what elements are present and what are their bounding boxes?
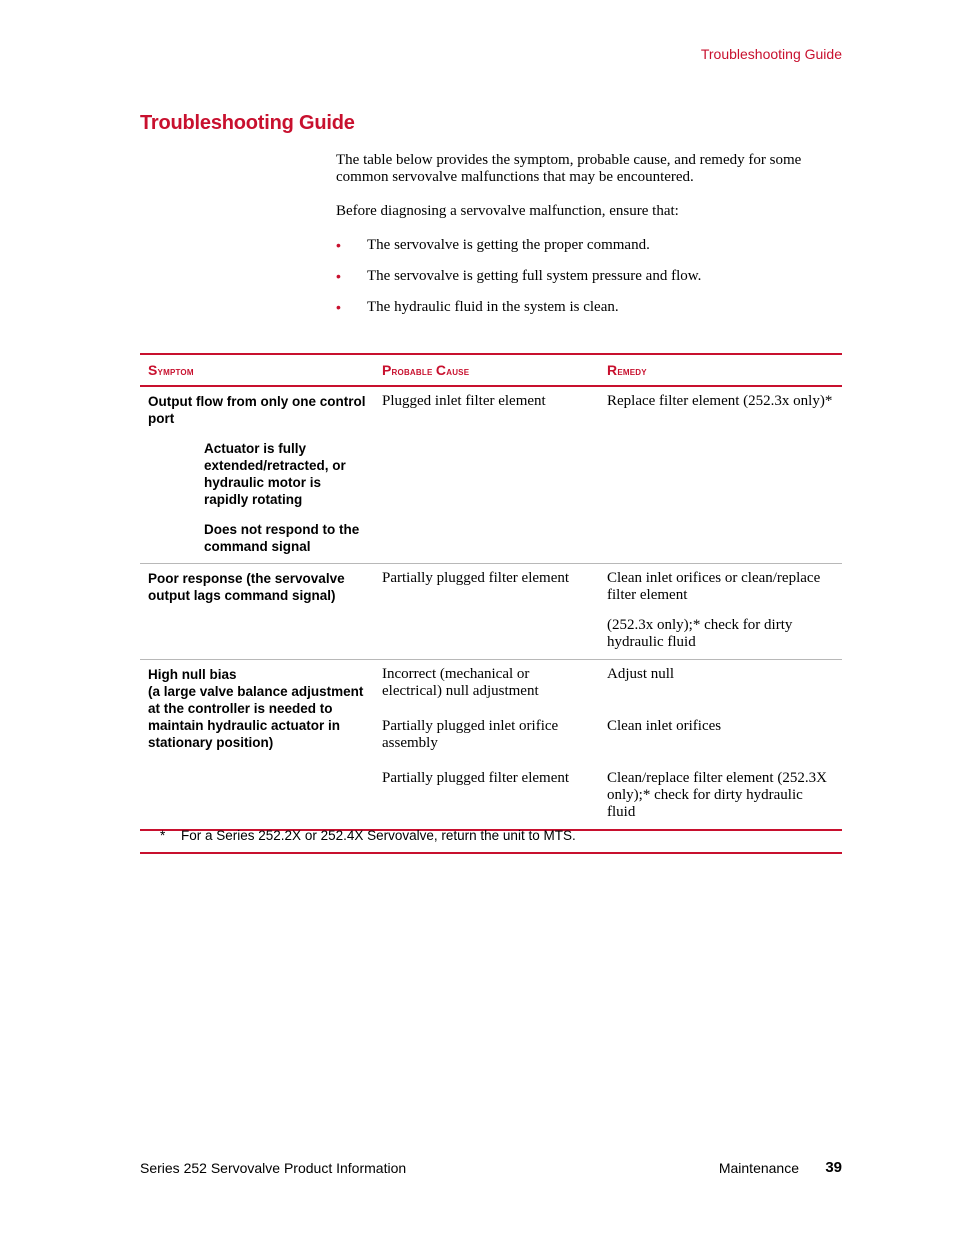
symptom-cell: Output flow from only one control port Actuator is fully extended/retracted, or hydraulic motor is rapidly rotating Does not respond to the command signal (140, 386, 374, 564)
remedy-cell: Adjust null Clean inlet orifices Clean/replace filter element (252.3X only);* check for dirty hydraulic fluid (599, 660, 842, 831)
checklist (336, 237, 836, 316)
table-row (140, 386, 842, 564)
page-title: Troubleshooting Guide (140, 112, 355, 134)
remedy-cell: Replace filter element (252.3x only)* (599, 386, 842, 564)
intro-paragraph: The table below provides the symptom, probable cause, and remedy for some common servovalve malfunctions that may be encountered. (336, 152, 802, 185)
bullet-icon: • (336, 268, 341, 284)
list-item: • The servovalve is getting full system pressure and flow. (336, 268, 702, 284)
cause-cell: Plugged inlet filter element (374, 386, 599, 564)
footnote-marker: * (160, 828, 166, 843)
column-header-remedy: Remedy (599, 354, 842, 386)
remedy-cell: Clean inlet orifices or clean/replace filter element (252.3x only);* check for dirty hydraulic fluid (599, 564, 842, 660)
symptom-cell: High null bias (a large valve balance adjustment at the controller is needed to maintain hydraulic actuator in stationary position) (140, 660, 374, 831)
cause-cell: Incorrect (mechanical or electrical) null adjustment Partially plugged inlet orifice assembly Partially plugged filter element (374, 660, 599, 831)
list-item: • The hydraulic fluid in the system is clean. (336, 299, 619, 315)
table-row (140, 660, 842, 831)
footer-doc-title: Series 252 Servovalve Product Information (140, 1160, 407, 1176)
table-header-row (140, 354, 842, 386)
symptom-cell: Poor response (the servovalve output lags command signal) (140, 564, 374, 660)
cause-cell: Partially plugged filter element (374, 564, 599, 660)
table-footnote (140, 824, 842, 854)
footnote-text: For a Series 252.2X or 252.4X Servovalve, return the unit to MTS. (181, 828, 576, 843)
intro-section (336, 152, 836, 330)
intro-paragraph-ensure: Before diagnosing a servovalve malfunction, ensure that: (336, 203, 679, 219)
column-header-probable-cause: Probable Cause (374, 354, 599, 386)
page-number: 39 (825, 1159, 842, 1176)
bullet-icon: • (336, 237, 341, 253)
troubleshooting-table (140, 353, 842, 831)
list-item: • The servovalve is getting the proper command. (336, 237, 650, 253)
bullet-icon: • (336, 299, 341, 315)
running-header: Troubleshooting Guide (700, 46, 842, 62)
table-row (140, 564, 842, 660)
column-header-symptom: Symptom (140, 354, 374, 386)
footer-section: Maintenance (718, 1160, 799, 1176)
